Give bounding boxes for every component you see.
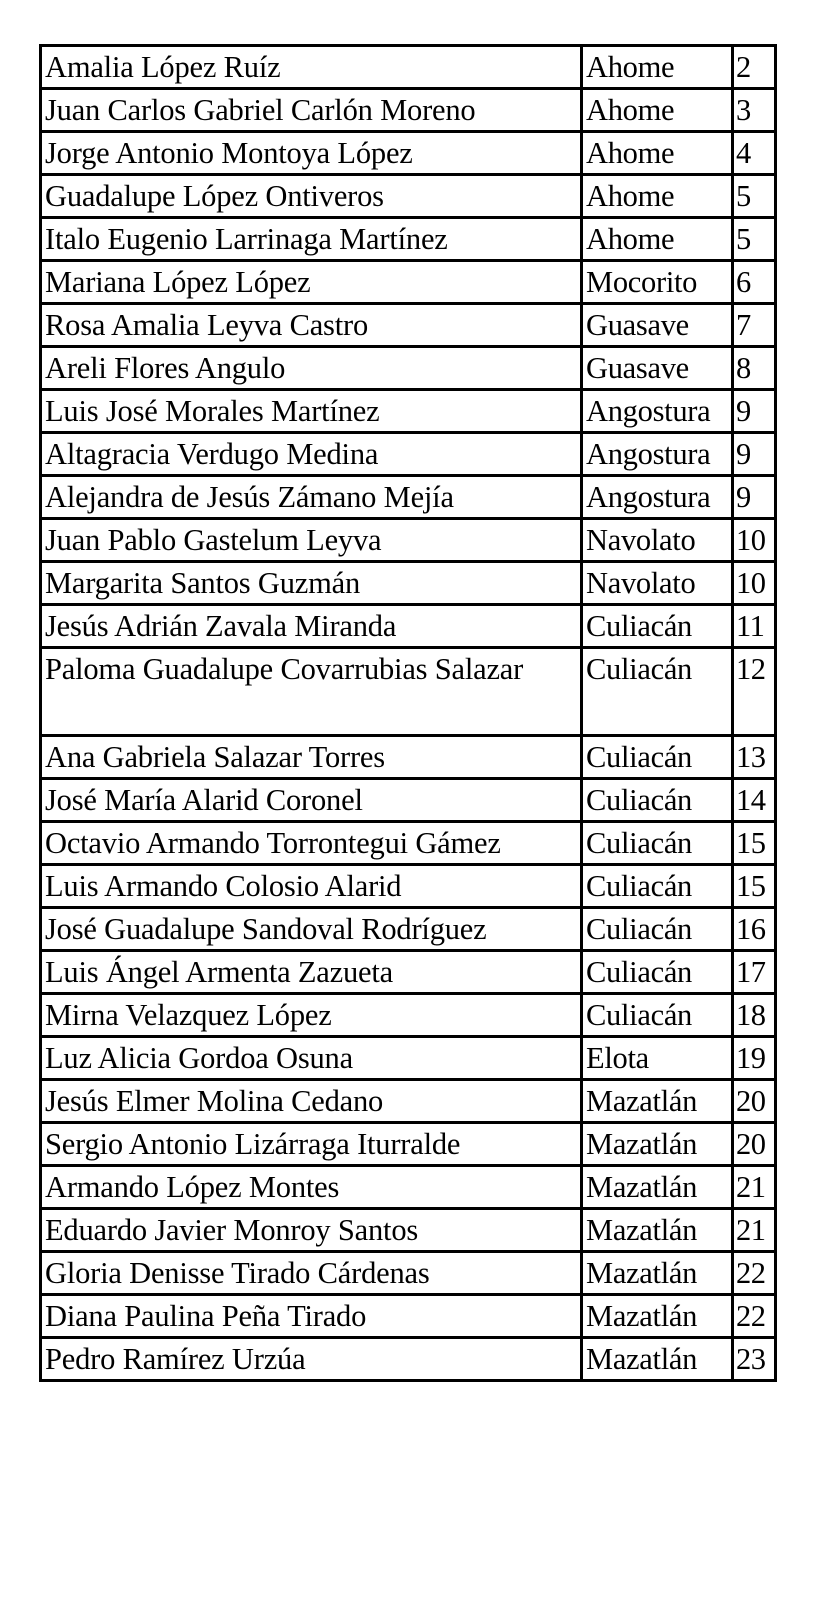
candidate-name-cell: Octavio Armando Torrontegui Gámez	[41, 822, 582, 865]
candidate-name-cell: Armando López Montes	[41, 1166, 582, 1209]
district-number-cell: 16	[733, 908, 776, 951]
table-row	[41, 562, 776, 605]
candidate-name-cell: José María Alarid Coronel	[41, 779, 582, 822]
district-number-cell: 22	[733, 1295, 776, 1338]
district-number-cell: 8	[733, 347, 776, 390]
candidate-name-cell: Paloma Guadalupe Covarrubias Salazar	[41, 648, 582, 736]
municipality-cell: Culiacán	[582, 994, 733, 1037]
municipality-cell: Angostura	[582, 390, 733, 433]
municipality-cell: Mazatlán	[582, 1209, 733, 1252]
municipality-cell: Ahome	[582, 132, 733, 175]
candidate-table-container	[39, 44, 777, 1382]
municipality-cell: Culiacán	[582, 951, 733, 994]
table-row	[41, 865, 776, 908]
district-number-cell: 15	[733, 822, 776, 865]
candidate-name-cell: Alejandra de Jesús Zámano Mejía	[41, 476, 582, 519]
candidate-name-cell: Luz Alicia Gordoa Osuna	[41, 1037, 582, 1080]
municipality-cell: Ahome	[582, 218, 733, 261]
candidate-name-cell: Jesús Elmer Molina Cedano	[41, 1080, 582, 1123]
municipality-cell: Culiacán	[582, 736, 733, 779]
district-number-cell: 6	[733, 261, 776, 304]
table-row	[41, 951, 776, 994]
table-row	[41, 476, 776, 519]
district-number-cell: 9	[733, 476, 776, 519]
district-number-cell: 11	[733, 605, 776, 648]
candidate-name-cell: Rosa Amalia Leyva Castro	[41, 304, 582, 347]
district-number-cell: 12	[733, 648, 776, 736]
district-number-cell: 5	[733, 175, 776, 218]
municipality-cell: Elota	[582, 1037, 733, 1080]
candidate-name-cell: Guadalupe López Ontiveros	[41, 175, 582, 218]
municipality-cell: Navolato	[582, 519, 733, 562]
municipality-cell: Angostura	[582, 476, 733, 519]
municipality-cell: Culiacán	[582, 779, 733, 822]
municipality-cell: Mazatlán	[582, 1295, 733, 1338]
table-body	[41, 46, 776, 1381]
municipality-cell: Angostura	[582, 433, 733, 476]
district-number-cell: 21	[733, 1166, 776, 1209]
table-row	[41, 175, 776, 218]
district-number-cell: 14	[733, 779, 776, 822]
municipality-cell: Ahome	[582, 175, 733, 218]
candidate-name-cell: Mariana López López	[41, 261, 582, 304]
table-row	[41, 1209, 776, 1252]
candidate-name-cell: Luis Armando Colosio Alarid	[41, 865, 582, 908]
table-row	[41, 1080, 776, 1123]
municipality-cell: Ahome	[582, 89, 733, 132]
table-row	[41, 648, 776, 736]
district-number-cell: 20	[733, 1080, 776, 1123]
table-row	[41, 218, 776, 261]
municipality-cell: Mazatlán	[582, 1123, 733, 1166]
municipality-cell: Mazatlán	[582, 1252, 733, 1295]
candidate-name-cell: Italo Eugenio Larrinaga Martínez	[41, 218, 582, 261]
candidate-name-cell: Luis José Morales Martínez	[41, 390, 582, 433]
candidate-name-cell: José Guadalupe Sandoval Rodríguez	[41, 908, 582, 951]
table-row	[41, 1338, 776, 1381]
candidate-name-cell: Jorge Antonio Montoya López	[41, 132, 582, 175]
candidate-name-cell: Margarita Santos Guzmán	[41, 562, 582, 605]
district-number-cell: 10	[733, 519, 776, 562]
table-row	[41, 1252, 776, 1295]
candidate-name-cell: Amalia López Ruíz	[41, 46, 582, 89]
district-number-cell: 17	[733, 951, 776, 994]
candidate-name-cell: Ana Gabriela Salazar Torres	[41, 736, 582, 779]
municipality-cell: Navolato	[582, 562, 733, 605]
table-row	[41, 1123, 776, 1166]
municipality-cell: Mazatlán	[582, 1080, 733, 1123]
district-number-cell: 21	[733, 1209, 776, 1252]
table-row	[41, 347, 776, 390]
candidate-name-cell: Mirna Velazquez López	[41, 994, 582, 1037]
table-row	[41, 736, 776, 779]
candidate-table	[39, 44, 777, 1382]
municipality-cell: Mocorito	[582, 261, 733, 304]
candidate-name-cell: Juan Carlos Gabriel Carlón Moreno	[41, 89, 582, 132]
municipality-cell: Culiacán	[582, 908, 733, 951]
district-number-cell: 9	[733, 433, 776, 476]
candidate-name-cell: Sergio Antonio Lizárraga Iturralde	[41, 1123, 582, 1166]
district-number-cell: 2	[733, 46, 776, 89]
table-row	[41, 1037, 776, 1080]
candidate-name-cell: Diana Paulina Peña Tirado	[41, 1295, 582, 1338]
district-number-cell: 20	[733, 1123, 776, 1166]
table-row	[41, 779, 776, 822]
district-number-cell: 13	[733, 736, 776, 779]
district-number-cell: 4	[733, 132, 776, 175]
table-row	[41, 1295, 776, 1338]
candidate-name-cell: Gloria Denisse Tirado Cárdenas	[41, 1252, 582, 1295]
candidate-name-cell: Altagracia Verdugo Medina	[41, 433, 582, 476]
table-row	[41, 1166, 776, 1209]
table-row	[41, 261, 776, 304]
municipality-cell: Guasave	[582, 347, 733, 390]
district-number-cell: 23	[733, 1338, 776, 1381]
district-number-cell: 10	[733, 562, 776, 605]
table-row	[41, 433, 776, 476]
candidate-name-cell: Jesús Adrián Zavala Miranda	[41, 605, 582, 648]
district-number-cell: 22	[733, 1252, 776, 1295]
district-number-cell: 7	[733, 304, 776, 347]
district-number-cell: 18	[733, 994, 776, 1037]
table-row	[41, 605, 776, 648]
table-row	[41, 822, 776, 865]
candidate-name-cell: Luis Ángel Armenta Zazueta	[41, 951, 582, 994]
district-number-cell: 19	[733, 1037, 776, 1080]
municipality-cell: Mazatlán	[582, 1338, 733, 1381]
district-number-cell: 15	[733, 865, 776, 908]
table-row	[41, 908, 776, 951]
municipality-cell: Culiacán	[582, 822, 733, 865]
table-row	[41, 89, 776, 132]
candidate-name-cell: Areli Flores Angulo	[41, 347, 582, 390]
table-row	[41, 304, 776, 347]
table-row	[41, 390, 776, 433]
municipality-cell: Culiacán	[582, 865, 733, 908]
candidate-name-cell: Juan Pablo Gastelum Leyva	[41, 519, 582, 562]
table-row	[41, 46, 776, 89]
table-row	[41, 519, 776, 562]
municipality-cell: Mazatlán	[582, 1166, 733, 1209]
table-row	[41, 132, 776, 175]
municipality-cell: Ahome	[582, 46, 733, 89]
municipality-cell: Culiacán	[582, 648, 733, 736]
municipality-cell: Culiacán	[582, 605, 733, 648]
district-number-cell: 5	[733, 218, 776, 261]
candidate-name-cell: Eduardo Javier Monroy Santos	[41, 1209, 582, 1252]
district-number-cell: 9	[733, 390, 776, 433]
district-number-cell: 3	[733, 89, 776, 132]
municipality-cell: Guasave	[582, 304, 733, 347]
table-row	[41, 994, 776, 1037]
candidate-name-cell: Pedro Ramírez Urzúa	[41, 1338, 582, 1381]
